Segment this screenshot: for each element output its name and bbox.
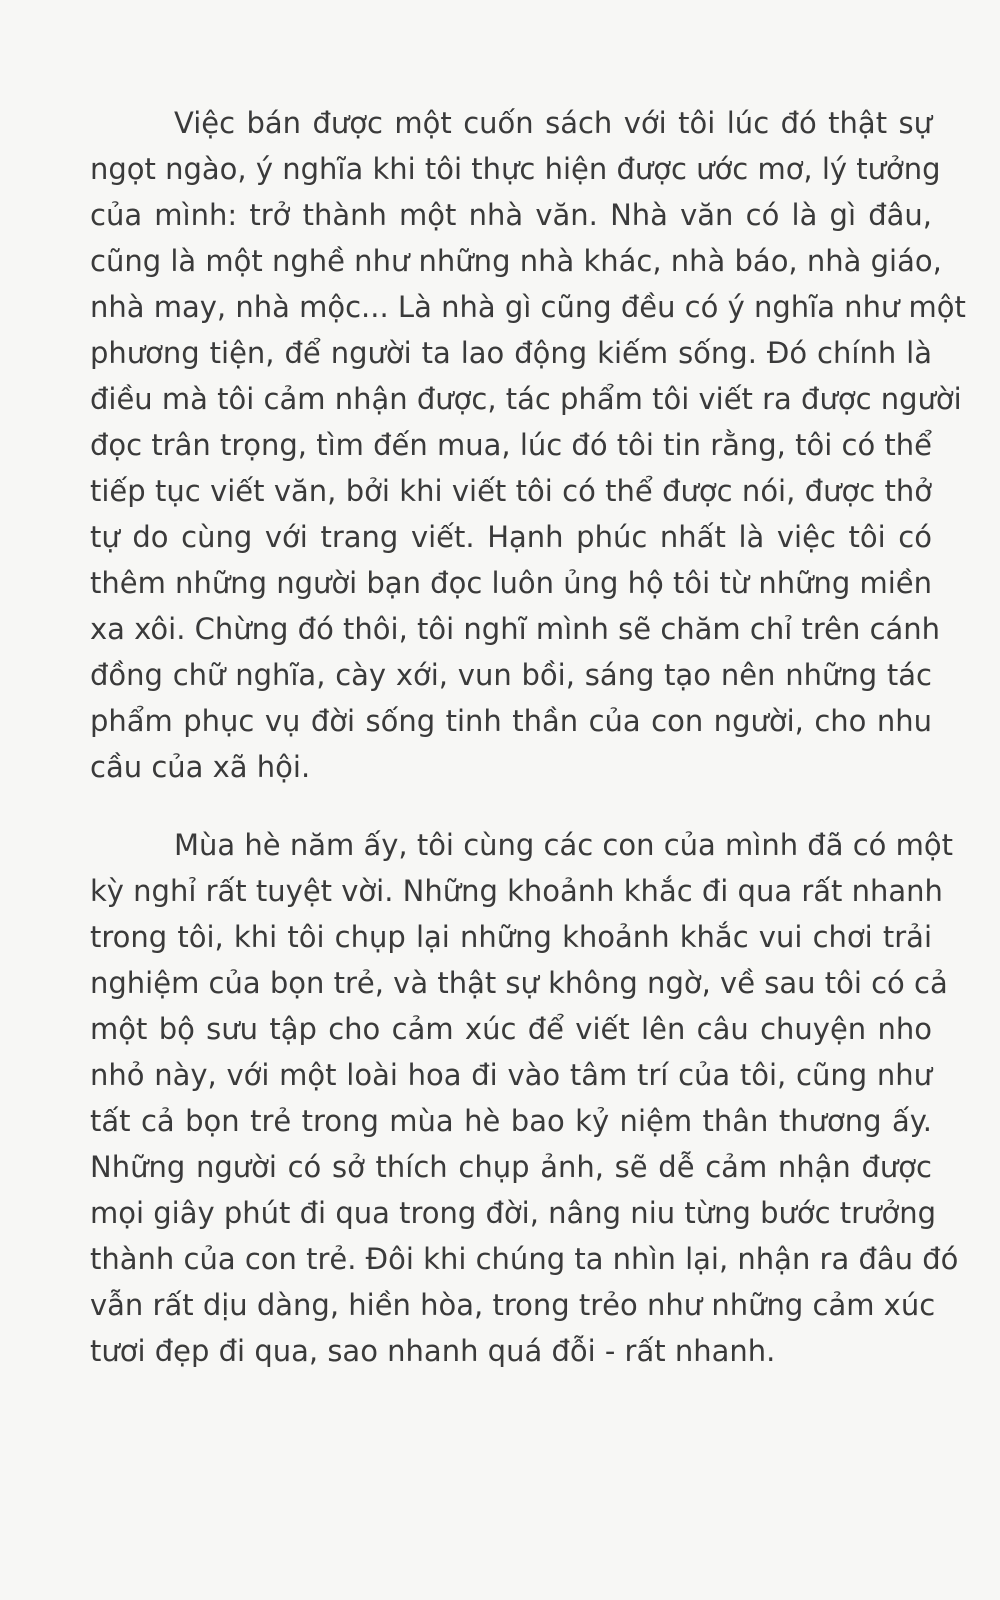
text-line: nhỏ này, với một loài hoa đi vào tâm trí của tôi, cũng như <box>90 1058 932 1092</box>
text-line: đồng chữ nghĩa, cày xới, vun bồi, sáng tạo nên những tác <box>90 658 932 692</box>
text-line: mọi giây phút đi qua trong đời, nâng niu từng bước trưởng <box>90 1196 936 1230</box>
text-line: cầu của xã hội. <box>90 750 311 784</box>
paragraph-2 <box>90 822 959 1374</box>
text-line: tất cả bọn trẻ trong mùa hè bao kỷ niệm thân thương ấy. <box>90 1104 932 1138</box>
text-line: ngọt ngào, ý nghĩa khi tôi thực hiện được ước mơ, lý tưởng <box>90 152 941 186</box>
text-line: điều mà tôi cảm nhận được, tác phẩm tôi viết ra được người <box>90 382 962 416</box>
paragraph-1 <box>90 100 966 790</box>
text-line: Mùa hè năm ấy, tôi cùng các con của mình đã có một <box>174 828 953 862</box>
text-line: trong tôi, khi tôi chụp lại những khoảnh khắc vui chơi trải <box>90 920 932 954</box>
text-line: phương tiện, để người ta lao động kiếm sống. Đó chính là <box>90 336 932 370</box>
text-line: cũng là một nghề như những nhà khác, nhà báo, nhà giáo, <box>90 244 942 278</box>
text-line: Những người có sở thích chụp ảnh, sẽ dễ cảm nhận được <box>90 1150 932 1184</box>
text-line: tươi đẹp đi qua, sao nhanh quá đỗi - rất nhanh. <box>90 1334 776 1368</box>
page-body-text <box>90 100 966 1406</box>
text-line: tiếp tục viết văn, bởi khi viết tôi có thể được nói, được thở <box>90 474 932 508</box>
text-line: thành của con trẻ. Đôi khi chúng ta nhìn lại, nhận ra đâu đó <box>90 1242 959 1276</box>
text-line: một bộ sưu tập cho cảm xúc để viết lên câu chuyện nho <box>90 1012 932 1046</box>
text-line: của mình: trở thành một nhà văn. Nhà văn có là gì đâu, <box>90 198 932 232</box>
text-line: nghiệm của bọn trẻ, và thật sự không ngờ, về sau tôi có cả <box>90 966 948 1000</box>
text-line: nhà may, nhà mộc... Là nhà gì cũng đều có ý nghĩa như một <box>90 290 966 324</box>
text-line: vẫn rất dịu dàng, hiền hòa, trong trẻo như những cảm xúc <box>90 1288 936 1322</box>
text-line: xa xôi. Chừng đó thôi, tôi nghĩ mình sẽ chăm chỉ trên cánh <box>90 612 941 646</box>
text-line: thêm những người bạn đọc luôn ủng hộ tôi từ những miền <box>90 566 933 600</box>
text-line: Việc bán được một cuốn sách với tôi lúc đó thật sự <box>174 106 932 140</box>
text-line: kỳ nghỉ rất tuyệt vời. Những khoảnh khắc đi qua rất nhanh <box>90 874 943 908</box>
text-line: tự do cùng với trang viết. Hạnh phúc nhất là việc tôi có <box>90 520 932 554</box>
text-line: phẩm phục vụ đời sống tinh thần của con người, cho nhu <box>90 704 932 738</box>
text-line: đọc trân trọng, tìm đến mua, lúc đó tôi tin rằng, tôi có thể <box>90 428 933 462</box>
